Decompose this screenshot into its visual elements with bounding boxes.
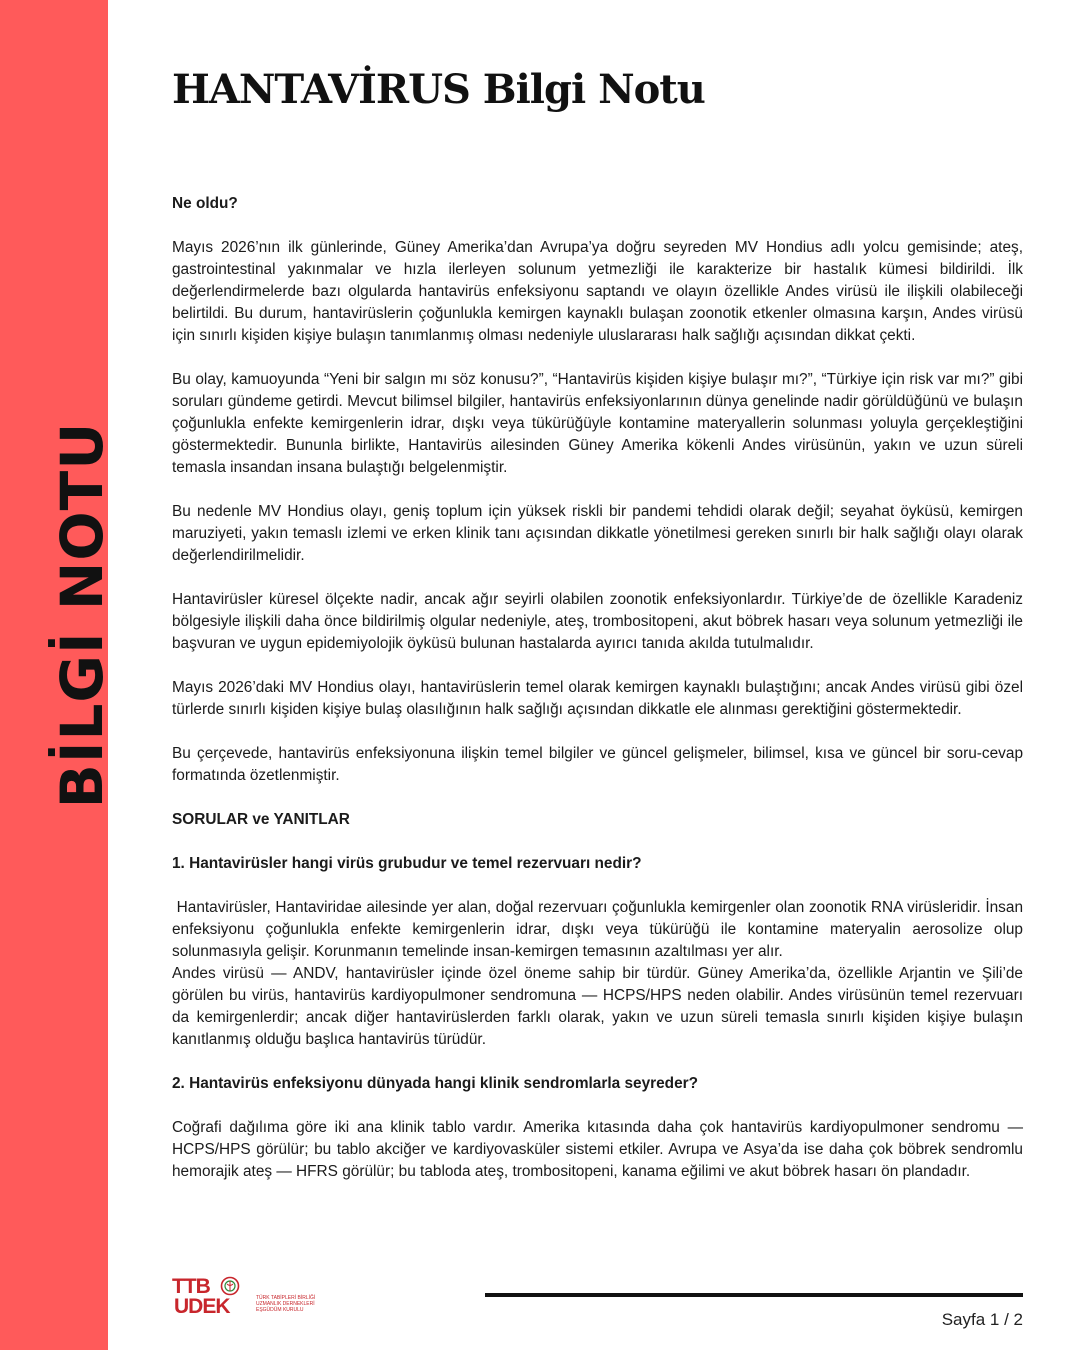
paragraph: Mayıs 2026’daki MV Hondius olayı, hantavirüslerin temel olarak kemirgen kaynaklı bulaştığını; ancak Andes virüsü gibi özel türlerde sınırlı kişiden kişiye bulaş olasılığının halk sağlığı açısından dikkatle ele alınması gerektiğini göstermektedir. <box>172 679 1023 718</box>
page-number: Sayfa 1 / 2 <box>941 1310 1023 1329</box>
page-title: HANTAVİRUS Bilgi Notu <box>172 66 705 113</box>
paragraph: Bu nedenle MV Hondius olayı, geniş toplum için yüksek riskli bir pandemi tehdidi olarak değil; seyahat öyküsü, kemirgen maruziyeti, yakın temaslı izlemi ve erken klinik tanı açısından dikkatle yönetilmesi gereken sınırlı bir halk sağlığı olayı olarak değerlendirilmelidir. <box>172 503 1023 564</box>
logo-text-ttb: TTB <box>172 1275 210 1298</box>
sidebar <box>0 0 116 1350</box>
answer-paragraph: Hantavirüsler, Hantaviridae ailesinde yer alan, doğal rezervuarı çoğunlukla kemirgenler olan zoonotik RNA virüsleridir. İnsan enfeksiyonu çoğunlukla enfekte kemirgenlerin idrar, dışkı veya tükürüğü ile kontamine materyalin aerosolize olup solunmasıyla gelişir. Korunmanın temelinde insan-kemirgen temasının azaltılması yer alır. <box>172 899 1028 960</box>
logo-subtitle: TÜRK TABİPLERİ BİRLİĞİ UZMANLIK DERNEKLERİ EŞGÜDÜM KURULU <box>256 1295 316 1313</box>
sidebar-label: BİLGİ NOTU <box>48 421 116 809</box>
logo-text-udek: UDEK <box>174 1295 230 1318</box>
paragraph: Bu olay, kamuoyunda “Yeni bir salgın mı söz konusu?”, “Hantavirüs kişiden kişiye bulaşır mı?”, “Türkiye için risk var mı?” gibi soruları gündeme getirdi. Mevcut bilimsel bilgiler, hantavirüs enfeksiyonlarının dünya genelinde nadir görüldüğünü ve bulaşın çoğunlukla enfekte kemirgenlerin idrar, dışkı veya tükürüğüyle kontamine materyallerin solunması yoluyla gerçekleştiğini göstermektedir. Bununla birlikte, Hantavirüs ailesinden Güney Amerika kökenli Andes virüsünün, yakın ve uzun süreli temasla insandan insana bulaştığı belgelenmiştir. <box>172 371 1023 476</box>
ttb-udek-logo <box>172 1275 316 1322</box>
emblem-icon <box>220 1276 240 1296</box>
footer-divider <box>485 1293 1023 1297</box>
paragraph: Hantavirüsler küresel ölçekte nadir, ancak ağır seyirli olabilen zoonotik enfeksiyonlardır. Türkiye’de de özellikle Karadeniz bölgesiyle ilişkili daha önce bildirilmiş olgular nedeniyle, ateş, trombositopeni, akut böbrek hasarı veya solunum yetmezliği ile başvuran ve uygun epidemiyolojik öyküsü bulunan hastalarda ayırıcı tanıda akılda tutulmalıdır. <box>172 591 1023 652</box>
question-heading: 1. Hantavirüsler hangi virüs grubudur ve temel rezervuarı nedir? <box>172 855 642 872</box>
section-heading: SORULAR ve YANITLAR <box>172 811 350 828</box>
answer-paragraph: Coğrafi dağılıma göre iki ana klinik tablo vardır. Amerika kıtasında daha çok hantavirüs kardiyopulmoner sendromu — HCPS/HPS görülür; bu tablo akciğer ve kardiyovasküler sistemi etkiler. Avrupa ve Asya’da ise daha çok böbrek sendromlu hemorajik ateş — HFRS görülür; bu tabloda ateş, trombositopeni, kanama eğilimi ve akut böbrek hasarı ön plandadır. <box>172 1119 1023 1180</box>
answer-paragraph: Andes virüsü — ANDV, hantavirüsler içinde özel öneme sahip bir türdür. Güney Amerika’da, özellikle Arjantin ve Şili’de görülen bu virüs, hantavirüs kardiyopulmoner sendromuna — HCPS/HPS neden olabilir. Andes virüsünün temel rezervuarı da kemirgenlerdir; ancak diğer hantavirüslerden farklı olarak, yakın ve uzun süreli temasla sınırlı kişiden kişiye bulaşın kanıtlanmış olduğu başlıca hantavirüs türüdür. <box>172 965 1023 1048</box>
section-heading: Ne oldu? <box>172 195 238 212</box>
paragraph: Bu çerçevede, hantavirüs enfeksiyonuna ilişkin temel bilgiler ve güncel gelişmeler, bilimsel, kısa ve güncel bir soru-cevap formatında özetlenmiştir. <box>172 745 1023 784</box>
answer-block <box>172 897 1028 1051</box>
paragraph: Mayıs 2026’nın ilk günlerinde, Güney Amerika’dan Avrupa’ya doğru seyreden MV Hondius adlı yolcu gemisinde; ateş, gastrointestinal yakınmalar ve hızla ilerleyen solunum yetmezliği ile karakterize bir hastalık kümesi bildirildi. İlk değerlendirmelerde bazı olgularda hantavirüs enfeksiyonu saptandı ve olayın özellikle Andes virüsü ile ilişkili olabileceği belirtildi. Bu durum, hantavirüslerin çoğunlukla kemirgen kaynaklı bulaşan zoonotik etkenler olmasına karşın, Andes virüsü için sınırlı kişiden kişiye bulaşın tanımlanmış olması nedeniyle uluslararası halk sağlığı açısından dikkat çekti. <box>172 239 1023 344</box>
question-heading: 2. Hantavirüs enfeksiyonu dünyada hangi klinik sendromlarla seyreder? <box>172 1075 699 1092</box>
document-body <box>172 193 1028 1205</box>
